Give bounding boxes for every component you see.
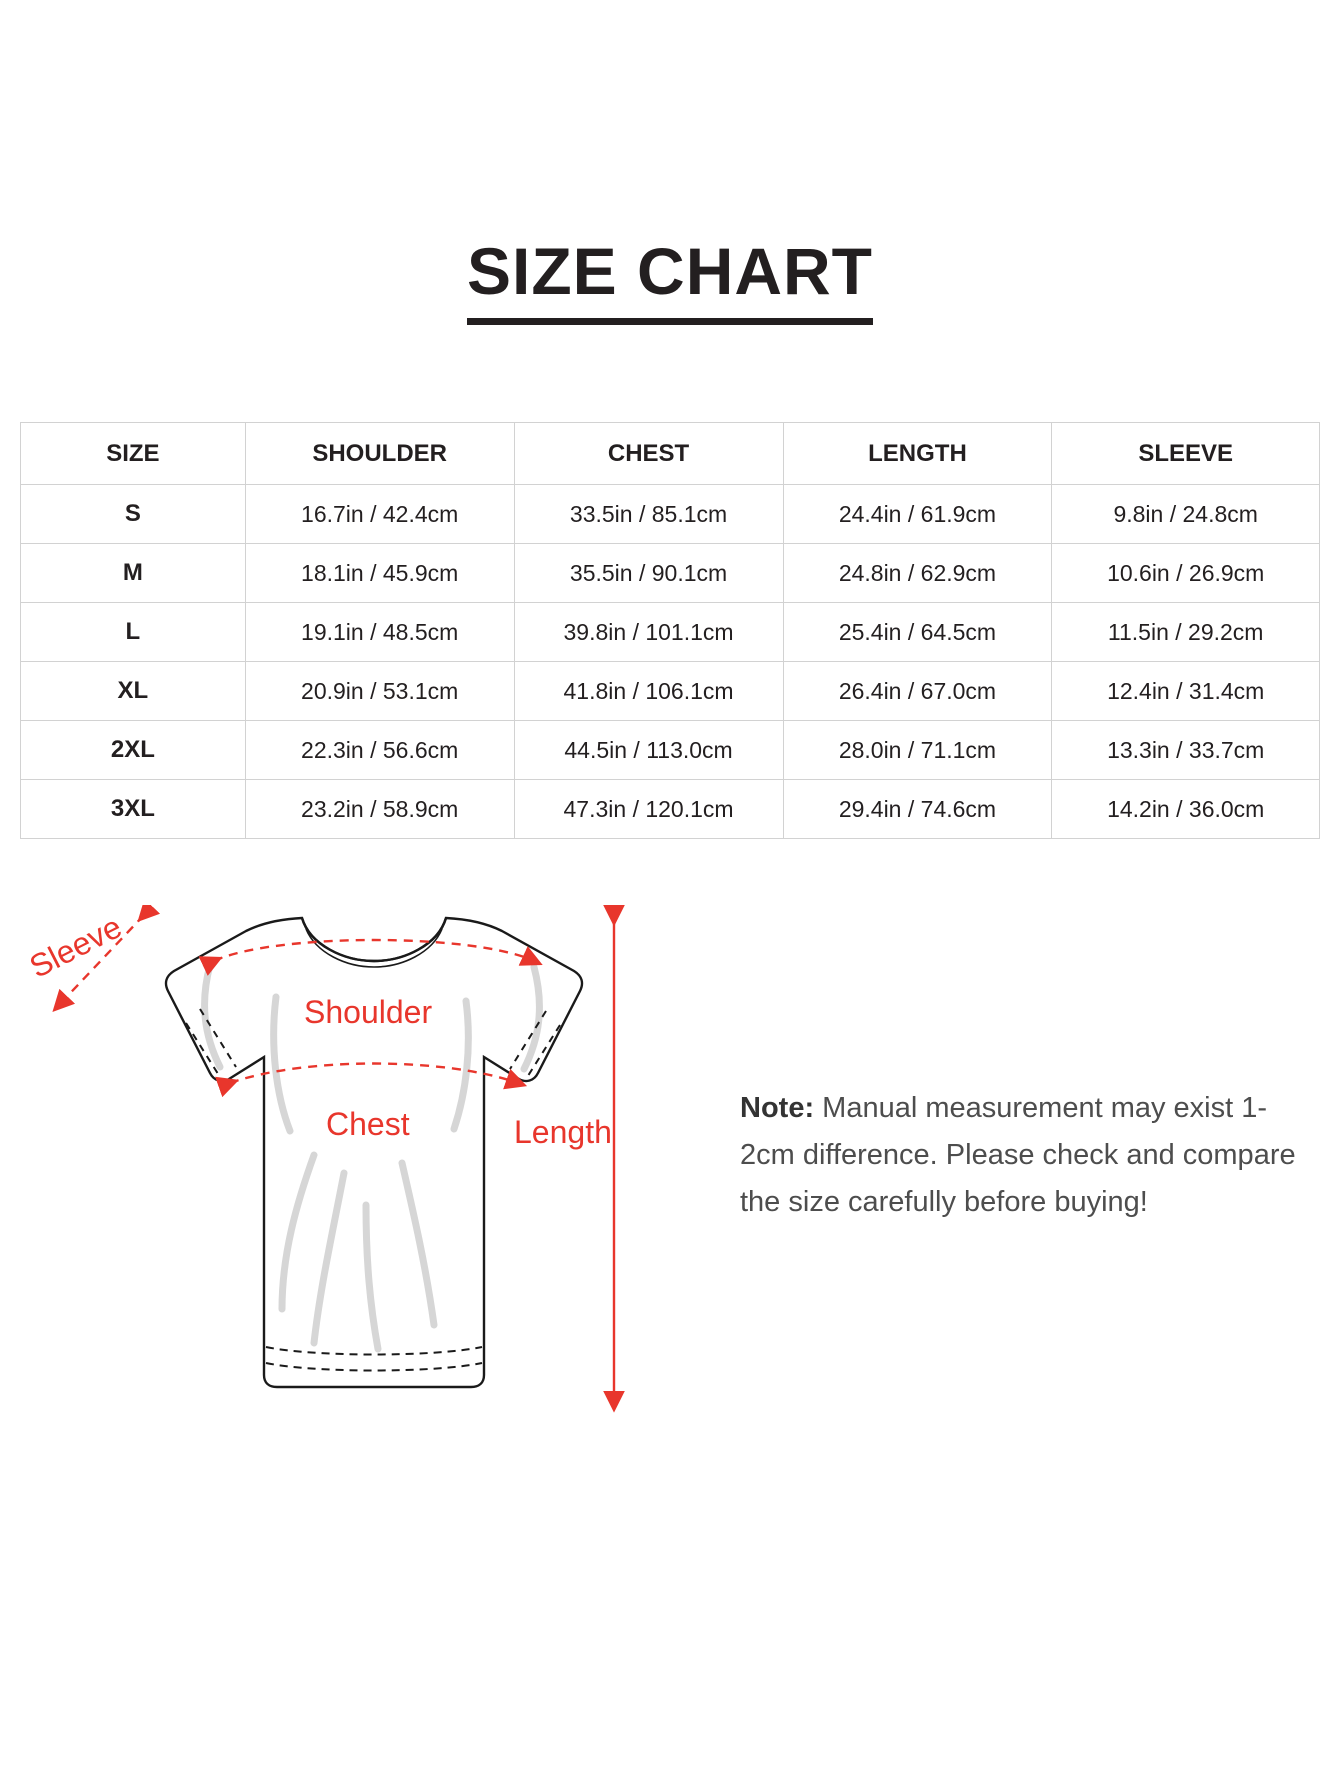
cell-chest: 39.8in / 101.1cm bbox=[514, 603, 783, 662]
column-header-sleeve: SLEEVE bbox=[1052, 423, 1320, 485]
table-row bbox=[21, 603, 1320, 662]
sleeve-label: Sleeve bbox=[23, 908, 128, 985]
cell-chest: 35.5in / 90.1cm bbox=[514, 544, 783, 603]
cell-sleeve: 11.5in / 29.2cm bbox=[1052, 603, 1320, 662]
table-header-row bbox=[21, 423, 1320, 485]
cell-shoulder: 19.1in / 48.5cm bbox=[245, 603, 514, 662]
cell-length: 24.4in / 61.9cm bbox=[783, 485, 1052, 544]
cell-size: 2XL bbox=[21, 721, 246, 780]
column-header-length: LENGTH bbox=[783, 423, 1052, 485]
cell-chest: 41.8in / 106.1cm bbox=[514, 662, 783, 721]
cell-length: 25.4in / 64.5cm bbox=[783, 603, 1052, 662]
cell-size: M bbox=[21, 544, 246, 603]
cell-chest: 44.5in / 113.0cm bbox=[514, 721, 783, 780]
cell-size: 3XL bbox=[21, 780, 246, 839]
table-row bbox=[21, 780, 1320, 839]
table-row bbox=[21, 544, 1320, 603]
column-header-shoulder: SHOULDER bbox=[245, 423, 514, 485]
page-title: SIZE CHART bbox=[467, 238, 873, 325]
table-row bbox=[21, 662, 1320, 721]
cell-shoulder: 18.1in / 45.9cm bbox=[245, 544, 514, 603]
cell-size: L bbox=[21, 603, 246, 662]
cell-chest: 47.3in / 120.1cm bbox=[514, 780, 783, 839]
column-header-chest: CHEST bbox=[514, 423, 783, 485]
cell-sleeve: 13.3in / 33.7cm bbox=[1052, 721, 1320, 780]
shoulder-label: Shoulder bbox=[304, 994, 433, 1030]
cell-shoulder: 22.3in / 56.6cm bbox=[245, 721, 514, 780]
note-block bbox=[740, 1085, 1300, 1226]
cell-length: 28.0in / 71.1cm bbox=[783, 721, 1052, 780]
cell-length: 24.8in / 62.9cm bbox=[783, 544, 1052, 603]
cell-length: 26.4in / 67.0cm bbox=[783, 662, 1052, 721]
cell-chest: 33.5in / 85.1cm bbox=[514, 485, 783, 544]
cell-sleeve: 12.4in / 31.4cm bbox=[1052, 662, 1320, 721]
cell-shoulder: 20.9in / 53.1cm bbox=[245, 662, 514, 721]
cell-sleeve: 10.6in / 26.9cm bbox=[1052, 544, 1320, 603]
note-label: Note: bbox=[740, 1092, 815, 1124]
chest-label: Chest bbox=[326, 1106, 410, 1142]
size-table bbox=[20, 422, 1320, 839]
note-text: Manual measurement may exist 1-2cm difference. Please check and compare the size carefully before buying! bbox=[740, 1092, 1296, 1218]
cell-size: XL bbox=[21, 662, 246, 721]
size-table-container bbox=[20, 422, 1320, 839]
page-title-container bbox=[0, 234, 1340, 325]
column-header-size: SIZE bbox=[21, 423, 246, 485]
length-label: Length bbox=[514, 1114, 612, 1150]
table-row bbox=[21, 485, 1320, 544]
cell-sleeve: 14.2in / 36.0cm bbox=[1052, 780, 1320, 839]
cell-size: S bbox=[21, 485, 246, 544]
cell-length: 29.4in / 74.6cm bbox=[783, 780, 1052, 839]
cell-sleeve: 9.8in / 24.8cm bbox=[1052, 485, 1320, 544]
cell-shoulder: 23.2in / 58.9cm bbox=[245, 780, 514, 839]
cell-shoulder: 16.7in / 42.4cm bbox=[245, 485, 514, 544]
tshirt-measurement-diagram bbox=[14, 905, 714, 1505]
table-row bbox=[21, 721, 1320, 780]
